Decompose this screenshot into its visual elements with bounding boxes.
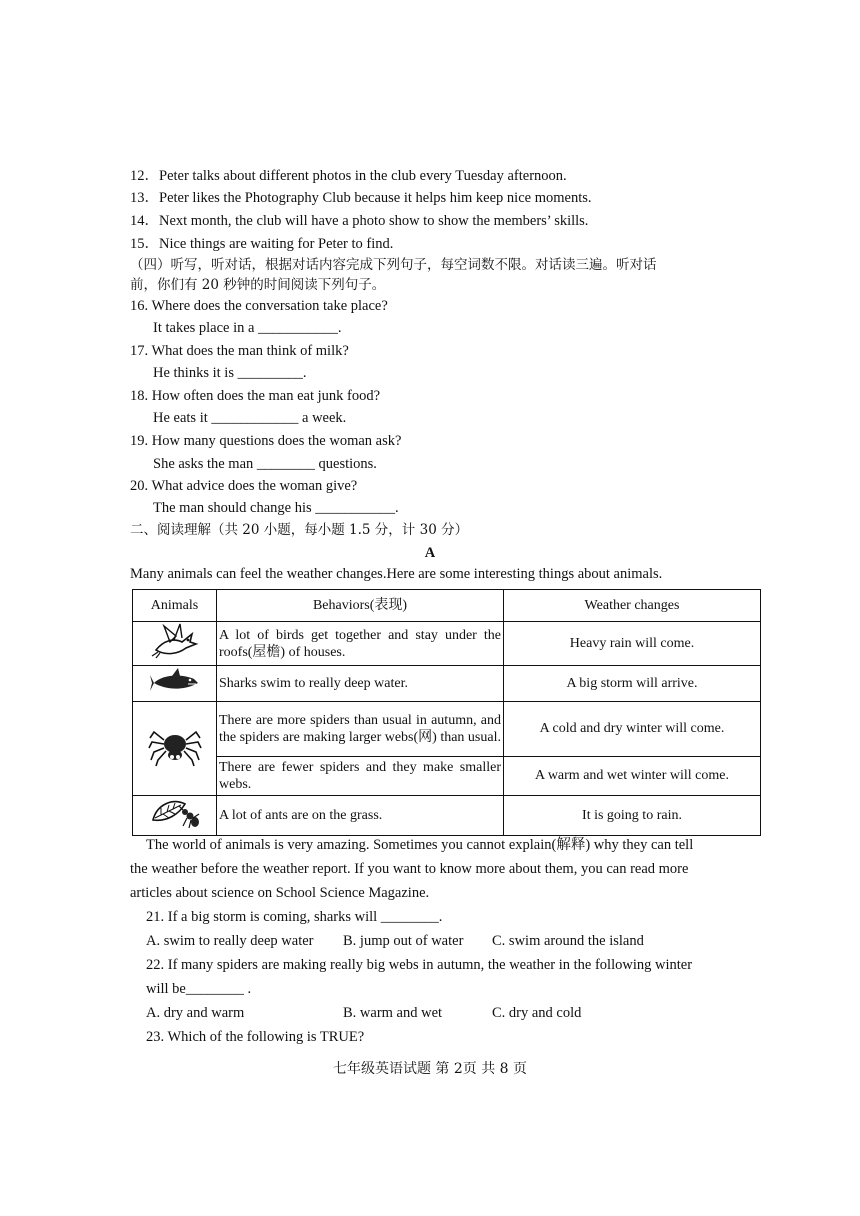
dictation-answer-20: The man should change his ___________.	[153, 500, 399, 516]
table-row	[133, 666, 761, 702]
animals-table	[132, 589, 761, 836]
dictation-answer-19: She asks the man ________ questions.	[153, 456, 377, 472]
weather-cell: A cold and dry winter will come.	[504, 702, 761, 757]
bird-icon	[133, 622, 217, 666]
dictation-answer-18: He eats it ____________ a week.	[153, 410, 347, 426]
question-21-option-c: C. swim around the island	[492, 933, 644, 949]
dictation-answer-16: It takes place in a ___________.	[153, 320, 342, 336]
question-22-stem-cont: will be________ .	[146, 981, 252, 997]
table-row	[133, 757, 761, 796]
behavior-cell: A lot of ants are on the grass.	[217, 796, 504, 836]
listening-item-12: 12．Peter talks about different photos in the club every Tuesday afternoon.	[130, 168, 567, 184]
section2-title: 二、阅读理解（共 20 小题，每小题 1.5 分，计 30 分）	[130, 522, 469, 538]
dictation-question-19: 19. How many questions does the woman ask?	[130, 433, 402, 449]
dictation-answer-17: He thinks it is _________.	[153, 365, 307, 381]
question-22-option-c: C. dry and cold	[492, 1005, 582, 1021]
question-22-stem: 22. If many spiders are making really big webs in autumn, the weather in the following winter	[146, 957, 693, 973]
header-weather: Weather changes	[504, 590, 761, 622]
weather-cell: It is going to rain.	[504, 796, 761, 836]
weather-cell: Heavy rain will come.	[504, 622, 761, 666]
listening-item-14: 14．Next month, the club will have a photo show to show the members’ skills.	[130, 213, 589, 229]
question-22-option-a: A. dry and warm	[146, 1005, 245, 1021]
section4-instruction-cont: 前，你们有 20 秒钟的时间阅读下列句子。	[130, 277, 386, 293]
table-row	[133, 622, 761, 666]
header-behaviors: Behaviors(表现)	[217, 590, 504, 622]
behavior-cell: There are more spiders than usual in autumn, and the spiders are making larger webs(网) than usual.	[217, 702, 504, 757]
question-21-stem: 21. If a big storm is coming, sharks will ________.	[146, 909, 443, 925]
table-row	[133, 796, 761, 836]
dictation-question-17: 17. What does the man think of milk?	[130, 343, 349, 359]
shark-icon	[133, 666, 217, 702]
spider-icon	[133, 702, 217, 796]
listening-item-13: 13．Peter likes the Photography Club because it helps him keep nice moments.	[130, 190, 592, 206]
page-footer: 七年级英语试题 第 2页 共 8 页	[332, 1061, 528, 1077]
dictation-question-16: 16. Where does the conversation take place?	[130, 298, 388, 314]
passage-intro: Many animals can feel the weather changes.Here are some interesting things about animals.	[130, 566, 663, 582]
weather-cell: A warm and wet winter will come.	[504, 757, 761, 796]
passage-paragraph-line-2: the weather before the weather report. If you want to know more about them, you can read more	[130, 861, 689, 877]
dictation-question-20: 20. What advice does the woman give?	[130, 478, 358, 494]
question-21-option-a: A. swim to really deep water	[146, 933, 314, 949]
listening-item-15: 15．Nice things are waiting for Peter to find.	[130, 236, 394, 252]
behavior-cell: Sharks swim to really deep water.	[217, 666, 504, 702]
section4-instruction: （四）听写，听对话，根据对话内容完成下列句子，每空词数不限。对话读三遍。听对话	[130, 257, 657, 273]
behavior-cell: There are fewer spiders and they make smaller webs.	[217, 757, 504, 796]
question-22-option-b: B. warm and wet	[343, 1005, 443, 1021]
question-23-stem: 23. Which of the following is TRUE?	[146, 1029, 365, 1045]
passage-paragraph-line-3: articles about science on School Science Magazine.	[130, 885, 430, 901]
behavior-cell: A lot of birds get together and stay under the roofs(屋檐) of houses.	[217, 622, 504, 666]
header-animals: Animals	[133, 590, 217, 622]
question-21-option-b: B. jump out of water	[343, 933, 464, 949]
table-header-row	[133, 590, 761, 622]
ant-icon	[133, 796, 217, 836]
weather-cell: A big storm will arrive.	[504, 666, 761, 702]
passage-label: A	[424, 545, 436, 561]
table-row	[133, 702, 761, 757]
passage-paragraph-line-1: The world of animals is very amazing. Sometimes you cannot explain(解释) why they can tell	[146, 837, 694, 853]
dictation-question-18: 18. How often does the man eat junk food?	[130, 388, 381, 404]
